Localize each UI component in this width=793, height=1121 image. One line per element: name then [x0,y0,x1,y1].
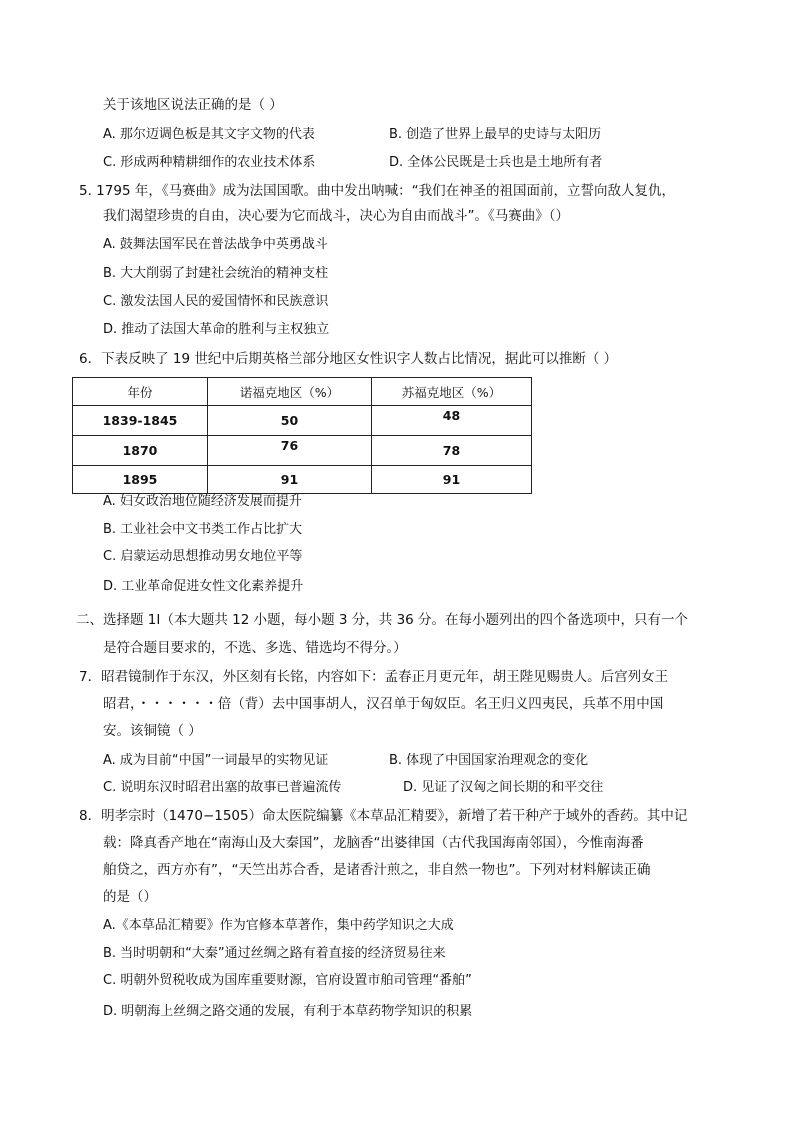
q5-stem-line1: 5. 1795 年，《马赛曲》成为法国国歌。曲中发出呐喊：“我们在神圣的祖国面前，立誓向敌人复仇， [79,183,676,199]
table-cell-suffolk: 91 [372,466,532,494]
table-cell-norfolk: 91 [208,466,372,494]
table-cell-year: 1839-1845 [73,406,208,436]
q7-option-b: B. 体现了中国国家治理观念的变化 [389,753,589,768]
section2-heading-line1: 二、选择题 1I（本大题共 12 小题，每小题 3 分，共 36 分。在每小题列出的四个备选项中，只有一个 [76,612,689,628]
q6-stem: 6．下表反映了 19 世纪中后期英格兰部分地区女性识字人数占比情况，据此可以推断（ ） [79,351,618,367]
q5-stem-line2: 我们渴望珍贵的自由，决心要为它而战斗，决心为自由而战斗”。《马赛曲》（） [103,208,569,224]
q8-stem-line2: 载：降真香产地在“南海山及大秦国”，龙脑香“出婆律国（古代我国海南邻国），今惟南海番 [103,835,644,851]
q5-option-b: B. 大大削弱了封建社会统治的精神支柱 [103,266,329,281]
table-row [73,406,532,436]
q8-option-b: B. 当时明朝和“大秦”通过丝绸之路有着直接的经济贸易往来 [103,946,446,961]
table-cell-norfolk: 50 [208,406,372,436]
table-row [73,436,532,466]
q5-option-c: C. 激发法国人民的爱国情怀和民族意识 [103,294,329,309]
table-cell-year: 1895 [73,466,208,494]
q7-stem-line2: 昭君，・・・・・・倍（背）去中国事胡人，汉召单于匈奴臣。名王归义四夷民，兵革不用中国 [103,696,664,712]
q6-option-a: A. 妇女政治地位随经济发展而提升 [103,494,302,509]
q7-stem-line3: 安。该铜镜（ ） [103,723,202,739]
q7-option-a: A. 成为目前“中国”一词最早的实物见证 [103,753,329,768]
q8-stem-line4: 的是（） [103,889,157,905]
q7-option-d: D. 见证了汉匈之间长期的和平交往 [403,780,604,795]
table-cell-suffolk: 48 [372,406,532,436]
q6-option-d: D. 工业革命促进女性文化素养提升 [103,579,304,594]
table-cell-year: 1870 [73,436,208,466]
q8-option-d: D. 明朝海上丝绸之路交通的发展，有利于本草药物学知识的积累 [103,1004,473,1019]
table-cell-norfolk: 76 [208,436,372,466]
q7-stem-line1: 7．昭君镜制作于东汉，外区刻有长铭，内容如下：孟春正月更元年，胡王陛见赐贵人。后宫列女王 [79,669,669,685]
section2-heading-line2: 是符合题目要求的，不选、多选、错选均不得分。） [103,640,407,656]
table-cell-suffolk: 78 [372,436,532,466]
q5-option-d: D. 推动了法国大革命的胜利与主权独立 [103,322,330,337]
q6-option-b: B. 工业社会中文书类工作占比扩大 [103,522,303,537]
q4-option-d: D. 全体公民既是士兵也是土地所有者 [389,155,603,170]
table-header-row [73,378,532,406]
table-header-suffolk: 苏福克地区（%） [372,378,532,406]
q4-option-c: C. 形成两种精耕细作的农业技术体系 [103,155,316,170]
table-row [73,466,532,494]
q4-option-a: A. 那尔迈调色板是其文字文物的代表 [103,127,315,142]
q4-option-b: B. 创造了世界上最早的史诗与太阳历 [389,127,602,142]
q8-option-a: A.《本草品汇精要》作为官修本草著作，集中药学知识之大成 [103,918,454,933]
q5-option-a: A. 鼓舞法国军民在普法战争中英勇战斗 [103,237,328,252]
q7-option-c: C. 说明东汉时昭君出塞的故事已普遍流传 [103,780,342,795]
table-header-norfolk: 诺福克地区（%） [208,378,372,406]
literacy-table [72,377,532,494]
q8-stem-line1: 8．明孝宗时（1470−1505）命太医院编纂《本草品汇精要》，新增了若干种产于域外的香药。其中记 [79,808,688,824]
table-header-year: 年份 [73,378,208,406]
q4-stem: 关于该地区说法正确的是（ ） [103,97,283,113]
q6-option-c: C. 启蒙运动思想推动男女地位平等 [103,549,303,564]
q8-stem-line3: 舶贷之，西方亦有”，“天竺出苏合香，是诸香汁煎之，非自然一物也”。下列对材料解读正确 [103,862,651,878]
q8-option-c: C. 明朝外贸税收成为国库重要财源，官府设置市舶司管理“番舶” [103,973,472,988]
